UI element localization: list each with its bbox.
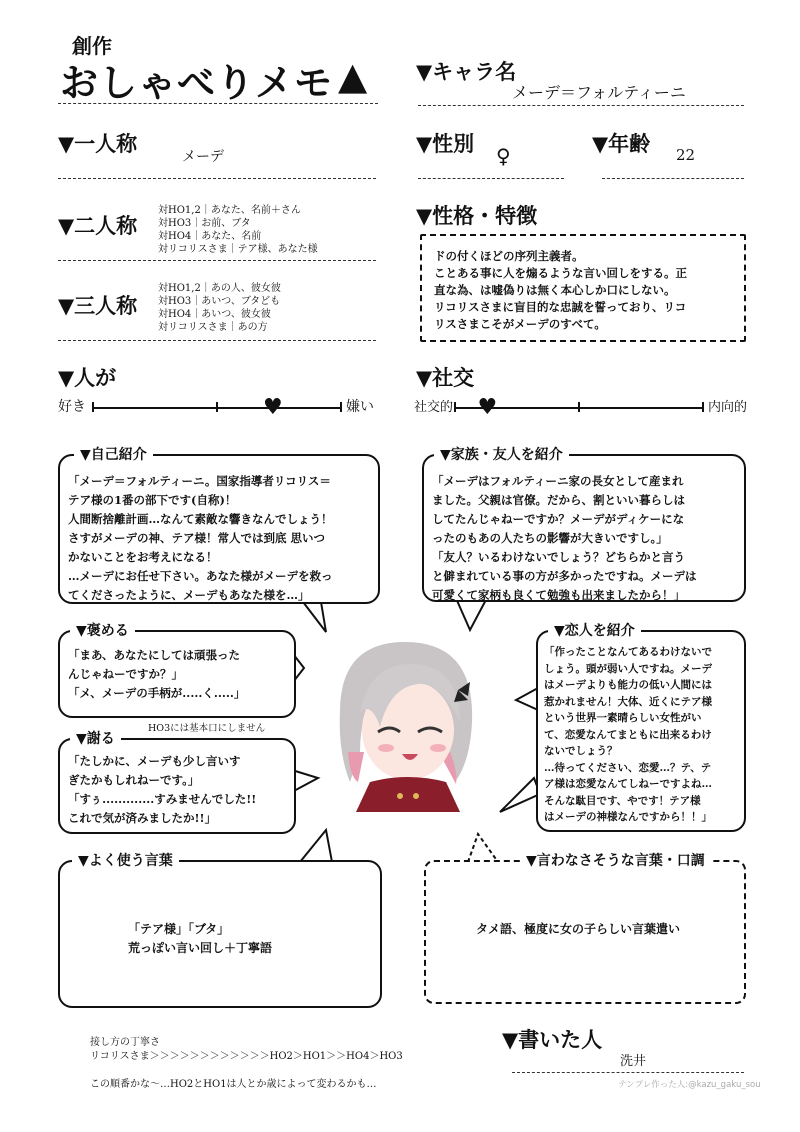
personality-line: リスさまこそがメーデのすべて。 xyxy=(434,317,606,331)
apology-title: ▼謝る xyxy=(70,728,121,748)
coat xyxy=(356,777,460,812)
lover-intro-line: ア様は恋愛なんてしねーですよね… xyxy=(544,778,712,790)
family-intro-line: ました。父親は官僚。だから、割といい暮らしは xyxy=(432,493,685,507)
family-intro-text xyxy=(432,472,697,605)
personality-line: 直な為、は嘘偽りは無く本心しか口にしない。 xyxy=(434,283,676,297)
people-scale-left: 好き xyxy=(58,399,86,415)
self-intro-bubble xyxy=(58,454,380,604)
third-person-line: 対HO3｜あいつ、ブタども xyxy=(158,296,281,307)
personality-label: ▼性格・特徴 xyxy=(416,204,538,228)
template-credit: テンプレ作った人:@kazu_gaku_sou xyxy=(618,1080,761,1090)
personality-line: ドの付くほどの序列主義者。 xyxy=(434,249,584,263)
common-words-line: 荒っぽい言い回し＋丁寧語 xyxy=(128,941,273,955)
common-words-text xyxy=(128,920,272,958)
header-title: おしゃべりメモ xyxy=(60,61,334,105)
family-intro-bubble xyxy=(422,454,746,602)
praise-line: んじゃねーですか？」 xyxy=(68,667,183,681)
self-intro-text xyxy=(68,472,333,605)
third-person-line: 対HO4｜あいつ、彼女彼 xyxy=(158,309,271,320)
blush-left xyxy=(378,744,394,752)
lover-intro-tail-2 xyxy=(500,778,540,812)
lover-intro-bubble xyxy=(536,630,746,832)
blush-right xyxy=(430,744,446,752)
lover-intro-line: 「作ったことなんてあるわけないで xyxy=(544,646,712,658)
people-scale-right: 嫌い xyxy=(346,399,374,415)
third-person-line: 対HO1,2｜あの人、彼女彼 xyxy=(158,283,281,294)
second-person-line: 対HO4｜あなた、名前 xyxy=(158,231,262,242)
social-scale-heart-icon: ♥ xyxy=(477,395,498,420)
people-scale-heart-icon: ♥ xyxy=(263,395,283,420)
never-words-text xyxy=(476,920,680,937)
self-intro-line: さすがメーデの神、テア様！常人では到底 思いつ xyxy=(68,531,326,545)
lover-intro-line: て、恋愛なんてまともに出来るわけ xyxy=(544,728,712,741)
self-intro-title: ▼自己紹介 xyxy=(74,444,153,464)
self-intro-line: テア様の1番の部下です(自称)！ xyxy=(68,493,237,507)
personality-line: ことある事に人を煽るような言い回しをする。正 xyxy=(434,266,687,280)
coat-button xyxy=(413,793,419,799)
gender-value: ♀ xyxy=(496,144,511,168)
first-person-value: メーデ xyxy=(182,149,224,165)
apology-line: 「たしかに、メーデも少し言いす xyxy=(68,754,241,768)
praise-title: ▼褒める xyxy=(70,620,135,640)
second-person-label: ▼二人称 xyxy=(58,214,138,238)
apology-bubble xyxy=(58,738,296,834)
header-subtitle: 創作 xyxy=(72,34,112,58)
character-illustration xyxy=(320,632,490,812)
lover-intro-line: 惹かれません！大体、近くにテア様 xyxy=(544,695,712,708)
writer-value: 洗井 xyxy=(620,1054,647,1069)
lover-intro-tail-1 xyxy=(516,688,538,710)
common-words-line: 「テア様」「ブタ」 xyxy=(128,922,230,936)
praise-bubble xyxy=(58,630,296,718)
self-intro-line: …メーデにお任せ下さい。あなた様がメーデを救っ xyxy=(68,569,333,583)
praise-line: 「メ、メーデの手柄が.....く.....」 xyxy=(68,686,246,700)
lover-intro-line: ないでしょう？ xyxy=(544,745,618,757)
never-words-title: ▼言わなさそうな言葉・口調 xyxy=(520,850,711,870)
lover-intro-line: という世界一素晴らしい女性がい xyxy=(544,712,702,724)
age-label: ▼年齢 xyxy=(592,132,651,156)
family-intro-line: 可愛くて家柄も良くて勉強も出来ましたから！」 xyxy=(432,588,685,602)
third-person-line: 対リコリスさま｜あの方 xyxy=(158,322,268,333)
social-scale-label: ▼社交 xyxy=(416,366,475,390)
apology-line: 「すぅ.............すみませんでした!! xyxy=(68,792,257,806)
apology-text xyxy=(68,752,256,828)
family-intro-line: と僻まれている事の方が多かったですね。メーデは xyxy=(432,569,697,583)
people-scale-label: ▼人が xyxy=(58,366,117,390)
politeness-line: リコリスさま＞＞＞＞＞＞＞＞＞＞＞＞HO2＞HO1＞＞HO4＞HO3 xyxy=(90,1051,403,1062)
second-person-line: 対HO1,2｜あなた、名前＋さん xyxy=(158,205,301,216)
lover-intro-title: ▼恋人を紹介 xyxy=(548,620,641,640)
lover-intro-line: しょう。頭が弱い人ですね。メーデ xyxy=(544,662,712,675)
family-intro-line: ったのもあの人たちの影響が大きいですし。」 xyxy=(432,531,668,545)
social-scale-right: 内向的 xyxy=(708,400,748,415)
personality-line: リコリスさまに盲目的な忠誠を誓っており、リコ xyxy=(434,300,687,314)
family-intro-line: 「メーデはフォルティーニ家の長女として産まれ xyxy=(432,474,684,488)
self-intro-line: 「メーデ＝フォルティーニ。国家指導者リコリス＝ xyxy=(68,474,331,488)
second-person-line: 対リコリスさま｜テア様、あなた様 xyxy=(158,244,318,255)
politeness-memo xyxy=(90,1036,403,1092)
never-words-tail xyxy=(468,834,498,862)
writer-divider xyxy=(512,1072,744,1073)
politeness-line: 接し方の丁寧さ xyxy=(90,1037,160,1048)
lover-intro-text xyxy=(544,644,712,826)
lover-intro-line: はメーデの神様なんですから！！」 xyxy=(544,811,712,823)
apology-line: ぎたかもしれねーです。」 xyxy=(68,773,200,787)
common-words-tail xyxy=(300,830,332,862)
age-value: 22 xyxy=(676,146,696,164)
praise-text xyxy=(68,646,245,703)
never-words-line: タメ語、極度に女の子らしい言葉遣い xyxy=(476,922,681,936)
first-person-label: ▼一人称 xyxy=(58,132,138,156)
never-words-bubble xyxy=(424,860,746,1004)
family-intro-line: してたんじゃねーですか？メーデがディケーにな xyxy=(432,512,685,526)
self-intro-line: てくださったように、メーデもあなた様を…」 xyxy=(68,588,310,602)
chara-name-label: ▼キャラ名 xyxy=(416,60,517,84)
apology-line: これで気が済みましたか!!」 xyxy=(68,811,217,825)
family-intro-title: ▼家族・友人を紹介 xyxy=(434,444,569,464)
gender-label: ▼性別 xyxy=(416,132,475,156)
common-words-title: ▼よく使う言葉 xyxy=(72,850,179,870)
praise-note: HO3には基本口にしません xyxy=(148,723,266,734)
coat-button xyxy=(397,793,403,799)
chara-name-value: メーデ＝フォルティーニ xyxy=(512,83,686,102)
politeness-line: この順番かな〜…HO2とHO1は人とか歳によって変わるかも… xyxy=(90,1079,377,1090)
common-words-bubble xyxy=(58,860,382,1008)
self-intro-line: 人間断捨離計画…なんて素敵な響きなんでしょう！ xyxy=(68,512,333,526)
header-triangle-icon: ▲ xyxy=(338,54,368,98)
social-scale-left: 社交的 xyxy=(414,400,454,415)
self-intro-line: かないことをお考えになる！ xyxy=(68,550,218,564)
second-person-line: 対HO3｜お前、ブタ xyxy=(158,218,251,229)
praise-line: 「まあ、あなたにしては頑張った xyxy=(68,648,241,662)
family-intro-line: 「友人？いるわけないでしょう？どちらかと言う xyxy=(432,550,685,564)
lover-intro-line: そんな駄目です、やです！テア様 xyxy=(544,794,701,807)
third-person-label: ▼三人称 xyxy=(58,294,138,318)
writer-label: ▼書いた人 xyxy=(502,1028,603,1052)
lover-intro-line: …待ってください、恋愛…？テ、テ xyxy=(544,761,712,774)
lover-intro-line: はメーデよりも能力の低い人間には xyxy=(544,679,712,691)
